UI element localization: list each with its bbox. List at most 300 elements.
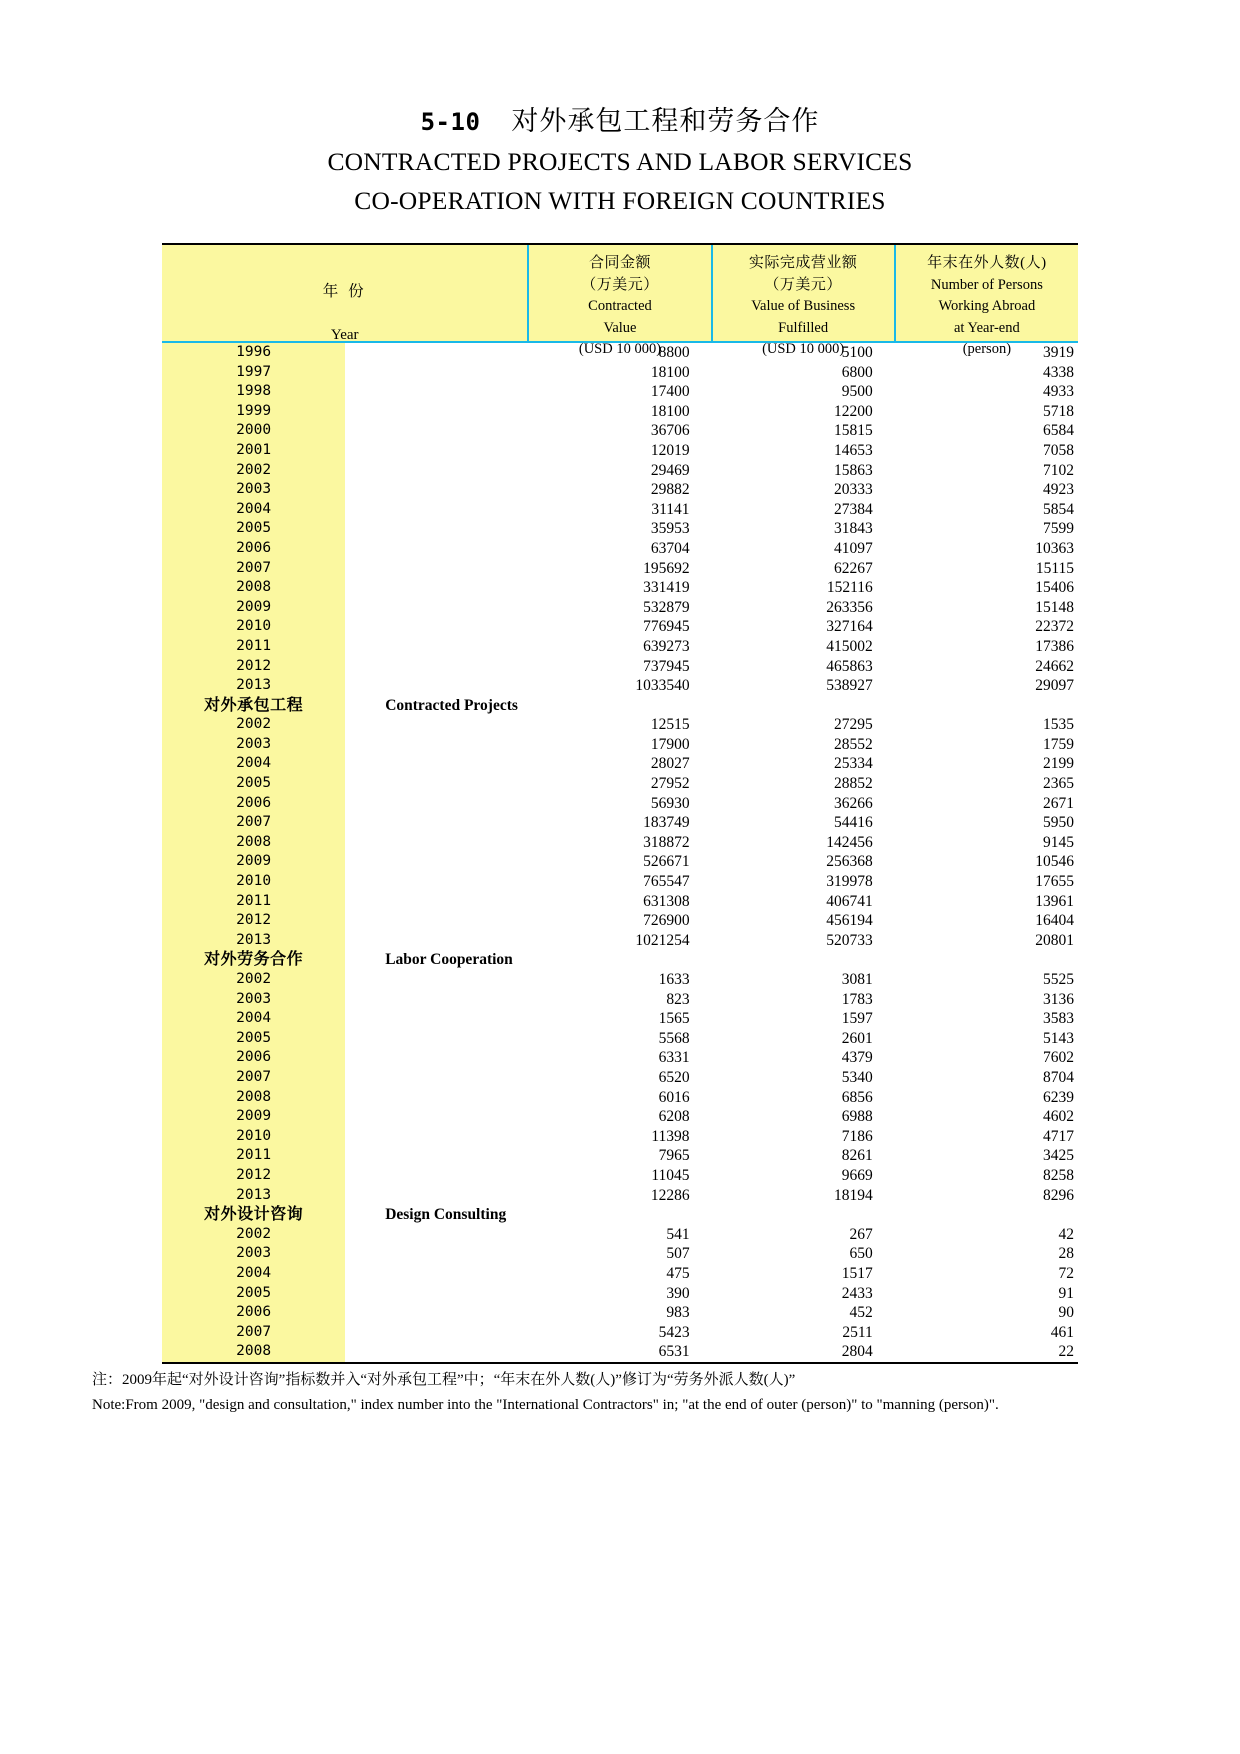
- cell-contracted-value: 195692: [528, 559, 711, 579]
- table-row: [162, 931, 1078, 951]
- cell-contracted-value: 1033540: [528, 676, 711, 696]
- cell-business-fulfilled: 14653: [712, 441, 895, 461]
- cell-contracted-value: 526671: [528, 852, 711, 872]
- cell-business-fulfilled: 406741: [712, 892, 895, 912]
- cell-business-fulfilled: 520733: [712, 931, 895, 951]
- cell-spacer: [345, 676, 528, 696]
- cell-persons-abroad: 1759: [895, 735, 1078, 755]
- cell-contracted-value: 776945: [528, 617, 711, 637]
- cell-persons-abroad: 5525: [895, 970, 1078, 990]
- cell-business-fulfilled: 6800: [712, 363, 895, 383]
- cell-persons-abroad: 2199: [895, 754, 1078, 774]
- cell-contracted-value: 983: [528, 1303, 711, 1323]
- cell-persons-abroad: 6239: [895, 1088, 1078, 1108]
- table-header-row: [162, 244, 1078, 342]
- section-row-blank-cell: [528, 1205, 711, 1225]
- table-body: [162, 342, 1078, 1362]
- cell-persons-abroad: 91: [895, 1284, 1078, 1304]
- cell-persons-abroad: 7599: [895, 519, 1078, 539]
- cell-contracted-value: 6331: [528, 1048, 711, 1068]
- cell-persons-abroad: 4602: [895, 1107, 1078, 1127]
- cell-spacer: [345, 872, 528, 892]
- cell-spacer: [345, 754, 528, 774]
- table-row: [162, 1244, 1078, 1264]
- cell-business-fulfilled: 4379: [712, 1048, 895, 1068]
- cell-persons-abroad: 9145: [895, 833, 1078, 853]
- cell-spacer: [345, 931, 528, 951]
- cell-year: 2004: [162, 500, 345, 520]
- cell-persons-abroad: 22372: [895, 617, 1078, 637]
- cell-year: 1997: [162, 363, 345, 383]
- cell-spacer: [345, 1127, 528, 1147]
- cell-business-fulfilled: 12200: [712, 402, 895, 422]
- table-row: [162, 461, 1078, 481]
- cell-year: 2001: [162, 441, 345, 461]
- cell-business-fulfilled: 18194: [712, 1186, 895, 1206]
- cell-persons-abroad: 2671: [895, 794, 1078, 814]
- table-row: [162, 1029, 1078, 1049]
- cell-spacer: [345, 1009, 528, 1029]
- cell-contracted-value: 639273: [528, 637, 711, 657]
- cell-business-fulfilled: 650: [712, 1244, 895, 1264]
- table-row: [162, 1264, 1078, 1284]
- cell-persons-abroad: 28: [895, 1244, 1078, 1264]
- cell-contracted-value: 6520: [528, 1068, 711, 1088]
- cell-persons-abroad: 13961: [895, 892, 1078, 912]
- cell-year: 2005: [162, 774, 345, 794]
- table-row: [162, 382, 1078, 402]
- cell-year: 2011: [162, 892, 345, 912]
- cell-year: 2012: [162, 1166, 345, 1186]
- table-row: [162, 813, 1078, 833]
- cell-contracted-value: 17400: [528, 382, 711, 402]
- cell-business-fulfilled: 1517: [712, 1264, 895, 1284]
- cell-contracted-value: 11045: [528, 1166, 711, 1186]
- cell-year: 2010: [162, 1127, 345, 1147]
- cell-year: 2000: [162, 421, 345, 441]
- cell-year: 2013: [162, 676, 345, 696]
- table-row: [162, 1186, 1078, 1206]
- cell-spacer: [345, 911, 528, 931]
- cell-persons-abroad: 24662: [895, 657, 1078, 677]
- section-row-blank-cell: [712, 950, 895, 970]
- cell-year: 2002: [162, 461, 345, 481]
- section-row-blank-cell: [712, 1205, 895, 1225]
- cell-spacer: [345, 892, 528, 912]
- cell-spacer: [345, 1107, 528, 1127]
- cell-business-fulfilled: 1783: [712, 990, 895, 1010]
- cell-year: 2013: [162, 931, 345, 951]
- header-col1-cn1: 合同金额: [588, 255, 651, 271]
- cell-year: 1998: [162, 382, 345, 402]
- header-col3-en2: Working Abroad: [938, 298, 1036, 315]
- cell-contracted-value: 726900: [528, 911, 711, 931]
- cell-persons-abroad: 29097: [895, 676, 1078, 696]
- cell-business-fulfilled: 2433: [712, 1284, 895, 1304]
- cell-business-fulfilled: 2511: [712, 1323, 895, 1343]
- cell-contracted-value: 390: [528, 1284, 711, 1304]
- section-row-blank-cell: [895, 696, 1078, 716]
- page-title-en-line2: CO-OPERATION WITH FOREIGN COUNTRIES: [354, 186, 886, 215]
- header-col3-en3: at Year-end: [954, 319, 1020, 336]
- cell-persons-abroad: 22: [895, 1342, 1078, 1362]
- table-row: [162, 1303, 1078, 1323]
- cell-business-fulfilled: 319978: [712, 872, 895, 892]
- cell-spacer: [345, 1323, 528, 1343]
- cell-year: 1996: [162, 342, 345, 363]
- cell-business-fulfilled: 6988: [712, 1107, 895, 1127]
- cell-persons-abroad: 42: [895, 1225, 1078, 1245]
- cell-persons-abroad: 17655: [895, 872, 1078, 892]
- cell-contracted-value: 7965: [528, 1146, 711, 1166]
- cell-contracted-value: 631308: [528, 892, 711, 912]
- cell-business-fulfilled: 28552: [712, 735, 895, 755]
- header-year-cn: 年 份: [322, 283, 367, 300]
- cell-year: 2008: [162, 578, 345, 598]
- cell-persons-abroad: 15406: [895, 578, 1078, 598]
- cell-spacer: [345, 480, 528, 500]
- table-row: [162, 1323, 1078, 1343]
- cell-year: 2012: [162, 657, 345, 677]
- section-label-en: Labor Cooperation: [345, 950, 528, 970]
- cell-year: 2004: [162, 1009, 345, 1029]
- cell-business-fulfilled: 267: [712, 1225, 895, 1245]
- cell-persons-abroad: 5950: [895, 813, 1078, 833]
- cell-year: 2009: [162, 598, 345, 618]
- table-row: [162, 676, 1078, 696]
- table-row: [162, 421, 1078, 441]
- table-row: [162, 402, 1078, 422]
- cell-year: 2007: [162, 559, 345, 579]
- table-row: [162, 1342, 1078, 1362]
- cell-contracted-value: 1633: [528, 970, 711, 990]
- cell-spacer: [345, 1244, 528, 1264]
- cell-contracted-value: 183749: [528, 813, 711, 833]
- cell-year: 2002: [162, 715, 345, 735]
- cell-business-fulfilled: 54416: [712, 813, 895, 833]
- cell-contracted-value: 36706: [528, 421, 711, 441]
- table-row: [162, 735, 1078, 755]
- cell-spacer: [345, 1284, 528, 1304]
- cell-persons-abroad: 1535: [895, 715, 1078, 735]
- table-row: [162, 872, 1078, 892]
- cell-spacer: [345, 1166, 528, 1186]
- cell-spacer: [345, 794, 528, 814]
- cell-business-fulfilled: 465863: [712, 657, 895, 677]
- table-row: [162, 1166, 1078, 1186]
- table-row: [162, 441, 1078, 461]
- cell-year: 2003: [162, 480, 345, 500]
- cell-spacer: [345, 402, 528, 422]
- table-row: [162, 1127, 1078, 1147]
- cell-year: 2006: [162, 1048, 345, 1068]
- cell-persons-abroad: 4717: [895, 1127, 1078, 1147]
- cell-contracted-value: 5423: [528, 1323, 711, 1343]
- cell-year: 2007: [162, 1068, 345, 1088]
- cell-spacer: [345, 1088, 528, 1108]
- section-label-cn: 对外设计咨询: [162, 1205, 345, 1225]
- cell-business-fulfilled: 415002: [712, 637, 895, 657]
- cell-year: 2008: [162, 833, 345, 853]
- cell-persons-abroad: 15148: [895, 598, 1078, 618]
- cell-year: 2002: [162, 970, 345, 990]
- cell-spacer: [345, 1264, 528, 1284]
- cell-persons-abroad: 6584: [895, 421, 1078, 441]
- table-row: [162, 500, 1078, 520]
- cell-spacer: [345, 833, 528, 853]
- cell-year: 2003: [162, 735, 345, 755]
- cell-contracted-value: 507: [528, 1244, 711, 1264]
- cell-business-fulfilled: 1597: [712, 1009, 895, 1029]
- table-row: [162, 715, 1078, 735]
- cell-business-fulfilled: 456194: [712, 911, 895, 931]
- cell-persons-abroad: 5854: [895, 500, 1078, 520]
- cell-spacer: [345, 657, 528, 677]
- cell-contracted-value: 6531: [528, 1342, 711, 1362]
- cell-spacer: [345, 852, 528, 872]
- table-section-row: [162, 950, 1078, 970]
- cell-persons-abroad: 5718: [895, 402, 1078, 422]
- cell-spacer: [345, 1146, 528, 1166]
- table-row: [162, 363, 1078, 383]
- cell-business-fulfilled: 28852: [712, 774, 895, 794]
- cell-year: 2009: [162, 1107, 345, 1127]
- cell-year: 2008: [162, 1342, 345, 1362]
- cell-contracted-value: 35953: [528, 519, 711, 539]
- cell-spacer: [345, 617, 528, 637]
- cell-year: 2008: [162, 1088, 345, 1108]
- header-col2-en2: Fulfilled: [778, 319, 829, 336]
- page-title-cn: [0, 104, 1240, 139]
- cell-contracted-value: 27952: [528, 774, 711, 794]
- cell-business-fulfilled: 62267: [712, 559, 895, 579]
- title-block: [0, 0, 1240, 217]
- note-cn: 注：2009年起“对外设计咨询”指标数并入“对外承包工程”中；“年末在外人数(人)”修订为“劳务外派人数(人)”: [92, 1371, 796, 1388]
- cell-spacer: [345, 774, 528, 794]
- cell-persons-abroad: 8704: [895, 1068, 1078, 1088]
- cell-year: 2009: [162, 852, 345, 872]
- cell-year: 2010: [162, 872, 345, 892]
- cell-spacer: [345, 1303, 528, 1323]
- cell-persons-abroad: 3425: [895, 1146, 1078, 1166]
- cell-contracted-value: 737945: [528, 657, 711, 677]
- cell-spacer: [345, 559, 528, 579]
- cell-spacer: [345, 421, 528, 441]
- cell-business-fulfilled: 2804: [712, 1342, 895, 1362]
- cell-year: 2011: [162, 637, 345, 657]
- cell-year: 2007: [162, 813, 345, 833]
- cell-contracted-value: 532879: [528, 598, 711, 618]
- cell-contracted-value: 6016: [528, 1088, 711, 1108]
- table-row: [162, 1088, 1078, 1108]
- table-row: [162, 480, 1078, 500]
- cell-year: 2002: [162, 1225, 345, 1245]
- cell-spacer: [345, 970, 528, 990]
- cell-spacer: [345, 461, 528, 481]
- header-col2-cn2: （万美元）: [764, 276, 842, 293]
- cell-business-fulfilled: 7186: [712, 1127, 895, 1147]
- table-row: [162, 892, 1078, 912]
- header-col2-cn1: 实际完成营业额: [748, 255, 858, 271]
- cell-persons-abroad: 4933: [895, 382, 1078, 402]
- cell-business-fulfilled: 8261: [712, 1146, 895, 1166]
- table-row: [162, 1107, 1078, 1127]
- cell-persons-abroad: 7058: [895, 441, 1078, 461]
- cell-year: 2005: [162, 519, 345, 539]
- cell-contracted-value: 29469: [528, 461, 711, 481]
- cell-persons-abroad: 461: [895, 1323, 1078, 1343]
- table-row: [162, 852, 1078, 872]
- header-cell-year: [162, 244, 528, 342]
- cell-spacer: [345, 1029, 528, 1049]
- header-col1-en2: Value: [603, 319, 637, 336]
- section-label-cn: 对外承包工程: [162, 696, 345, 716]
- cell-business-fulfilled: 20333: [712, 480, 895, 500]
- cell-persons-abroad: 2365: [895, 774, 1078, 794]
- cell-persons-abroad: 3919: [895, 342, 1078, 363]
- cell-contracted-value: 12286: [528, 1186, 711, 1206]
- table-row: [162, 657, 1078, 677]
- cell-persons-abroad: 16404: [895, 911, 1078, 931]
- section-row-blank-cell: [712, 696, 895, 716]
- table-row: [162, 970, 1078, 990]
- cell-business-fulfilled: 2601: [712, 1029, 895, 1049]
- cell-year: 2006: [162, 794, 345, 814]
- cell-persons-abroad: 20801: [895, 931, 1078, 951]
- cell-spacer: [345, 1048, 528, 1068]
- table-row: [162, 754, 1078, 774]
- note-en: Note:From 2009, "design and consultation," index number into the "International Contractors" in; "at the end of outer (person)" to "manning (person)".: [92, 1396, 999, 1413]
- cell-contracted-value: 63704: [528, 539, 711, 559]
- cell-business-fulfilled: 25334: [712, 754, 895, 774]
- cell-business-fulfilled: 31843: [712, 519, 895, 539]
- header-col3-en4: (person): [962, 341, 1012, 358]
- cell-spacer: [345, 539, 528, 559]
- table-section-row: [162, 1205, 1078, 1225]
- cell-contracted-value: 318872: [528, 833, 711, 853]
- cell-persons-abroad: 4923: [895, 480, 1078, 500]
- page-title-cn-text: 对外承包工程和劳务合作: [511, 106, 820, 136]
- cell-business-fulfilled: 538927: [712, 676, 895, 696]
- cell-spacer: [345, 637, 528, 657]
- cell-business-fulfilled: 6856: [712, 1088, 895, 1108]
- table-row: [162, 598, 1078, 618]
- cell-persons-abroad: 90: [895, 1303, 1078, 1323]
- cell-contracted-value: 475: [528, 1264, 711, 1284]
- cell-year: 2013: [162, 1186, 345, 1206]
- statistics-table: [162, 243, 1078, 1362]
- cell-spacer: [345, 519, 528, 539]
- cell-contracted-value: 823: [528, 990, 711, 1010]
- table-row: [162, 1225, 1078, 1245]
- cell-year: 2004: [162, 754, 345, 774]
- cell-persons-abroad: 4338: [895, 363, 1078, 383]
- cell-spacer: [345, 1186, 528, 1206]
- cell-spacer: [345, 578, 528, 598]
- table-row: [162, 911, 1078, 931]
- cell-spacer: [345, 363, 528, 383]
- header-col3-cn1: 年末在外人数(人): [927, 255, 1047, 271]
- cell-persons-abroad: 10546: [895, 852, 1078, 872]
- cell-year: 2007: [162, 1323, 345, 1343]
- header-col3-en1: Number of Persons: [930, 276, 1043, 293]
- cell-contracted-value: 1021254: [528, 931, 711, 951]
- section-row-blank-cell: [528, 696, 711, 716]
- table-row: [162, 519, 1078, 539]
- table-row: [162, 539, 1078, 559]
- table-row: [162, 1146, 1078, 1166]
- cell-spacer: [345, 990, 528, 1010]
- header-col2-en3: (USD 10 000): [762, 341, 845, 358]
- header-col1-en3: (USD 10 000): [578, 341, 662, 358]
- cell-persons-abroad: 3583: [895, 1009, 1078, 1029]
- cell-persons-abroad: 7602: [895, 1048, 1078, 1068]
- section-row-blank-cell: [528, 950, 711, 970]
- cell-business-fulfilled: 15815: [712, 421, 895, 441]
- cell-contracted-value: 29882: [528, 480, 711, 500]
- table-row: [162, 578, 1078, 598]
- cell-spacer: [345, 715, 528, 735]
- cell-contracted-value: 6208: [528, 1107, 711, 1127]
- cell-year: 2006: [162, 539, 345, 559]
- notes-block: [92, 1364, 1240, 1416]
- table-row: [162, 559, 1078, 579]
- cell-year: 2010: [162, 617, 345, 637]
- cell-contracted-value: 541: [528, 1225, 711, 1245]
- cell-persons-abroad: 8258: [895, 1166, 1078, 1186]
- cell-business-fulfilled: 5340: [712, 1068, 895, 1088]
- section-row-blank-cell: [895, 1205, 1078, 1225]
- cell-contracted-value: 17900: [528, 735, 711, 755]
- header-col1-en1: Contracted: [588, 298, 652, 315]
- cell-year: 2006: [162, 1303, 345, 1323]
- cell-contracted-value: 12019: [528, 441, 711, 461]
- table-row: [162, 774, 1078, 794]
- table-row: [162, 990, 1078, 1010]
- cell-contracted-value: 31141: [528, 500, 711, 520]
- cell-business-fulfilled: 452: [712, 1303, 895, 1323]
- cell-business-fulfilled: 15863: [712, 461, 895, 481]
- section-label-en: Design Consulting: [345, 1205, 528, 1225]
- cell-business-fulfilled: 152116: [712, 578, 895, 598]
- header-year-en: Year: [330, 326, 359, 343]
- cell-business-fulfilled: 5100: [712, 342, 895, 363]
- cell-spacer: [345, 500, 528, 520]
- page-title-en-line1: CONTRACTED PROJECTS AND LABOR SERVICES: [327, 147, 913, 176]
- cell-spacer: [345, 813, 528, 833]
- cell-business-fulfilled: 327164: [712, 617, 895, 637]
- table-row: [162, 617, 1078, 637]
- cell-year: 2005: [162, 1284, 345, 1304]
- table-wrapper: [162, 243, 1078, 1362]
- cell-business-fulfilled: 9669: [712, 1166, 895, 1186]
- cell-year: 2003: [162, 1244, 345, 1264]
- cell-business-fulfilled: 256368: [712, 852, 895, 872]
- cell-contracted-value: 12515: [528, 715, 711, 735]
- cell-year: 2005: [162, 1029, 345, 1049]
- cell-contracted-value: 331419: [528, 578, 711, 598]
- cell-business-fulfilled: 3081: [712, 970, 895, 990]
- cell-contracted-value: 8800: [528, 342, 711, 363]
- table-row: [162, 637, 1078, 657]
- cell-persons-abroad: 7102: [895, 461, 1078, 481]
- cell-contracted-value: 18100: [528, 402, 711, 422]
- table-row: [162, 833, 1078, 853]
- header-col1-cn2: （万美元）: [581, 276, 659, 293]
- cell-spacer: [345, 1068, 528, 1088]
- cell-spacer: [345, 735, 528, 755]
- table-row: [162, 1009, 1078, 1029]
